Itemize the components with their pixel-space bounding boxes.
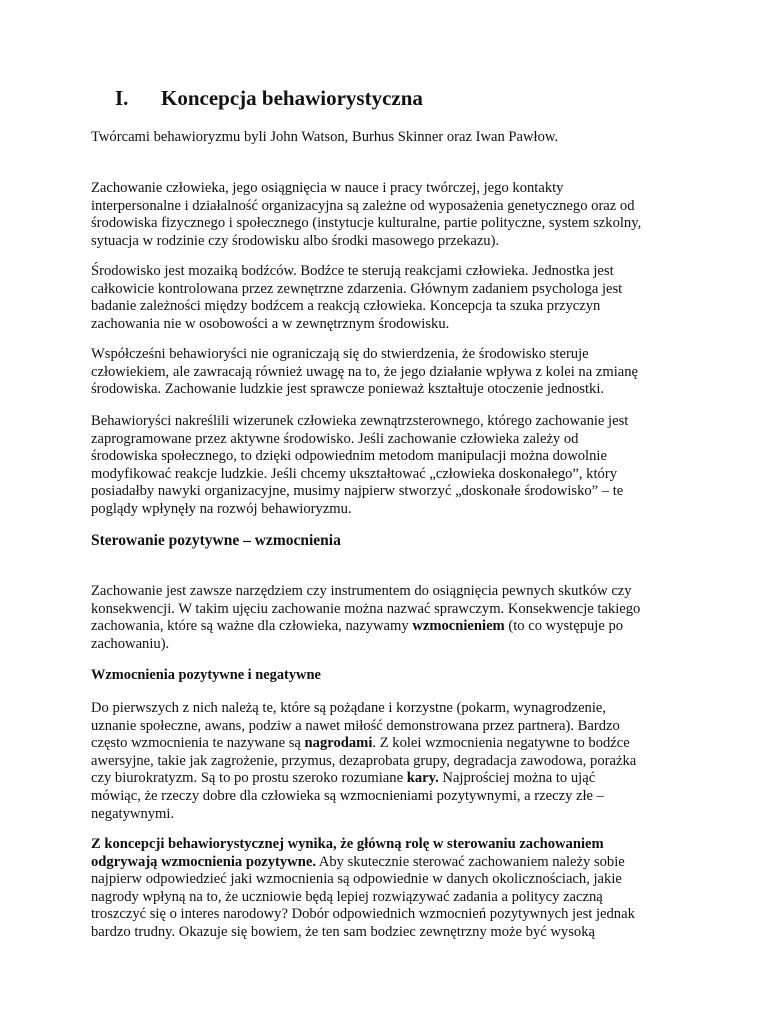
text-line: Behawioryści nakreślili wizerunek człowieka zewnątrzsterownego, którego zachowanie jest (91, 413, 629, 429)
paragraph-2 (91, 263, 691, 333)
text-line (91, 854, 691, 872)
text-line (91, 735, 691, 753)
text-line: zachowaniu). (91, 635, 170, 652)
bold-line: Z koncepcji behawiorystycznej wynika, że główną rolę w sterowaniu zachowaniem (91, 836, 604, 852)
paragraph-6 (91, 700, 691, 823)
text-line: zaprogramowane przez aktywne środowisko. Jeśli zachowanie człowieka zależy od (91, 430, 579, 447)
text-line: Współcześni behawioryści nie ograniczają się do stwierdzenia, że środowisko steruje (91, 346, 589, 362)
paragraph-1 (91, 180, 691, 250)
text-line: Środowisko jest mozaiką bodźców. Bodźce te sterują reakcjami człowieka. Jednostka jest (91, 263, 614, 279)
paragraph-5 (91, 583, 691, 653)
chapter-title: Koncepcja behawiorystyczna (161, 86, 423, 110)
text-run: często wzmocnienia te nazywane są (91, 735, 305, 752)
text-line: poglądy wpłynęły na rozwój behawioryzmu. (91, 500, 352, 517)
text-line: Do pierwszych z nich należą te, które są pożądane i korzystne (pokarm, wynagrodzenie, (91, 700, 607, 716)
paragraph-7 (91, 836, 691, 942)
bold-term: wzmocnieniem (412, 618, 505, 635)
chapter-heading (115, 86, 423, 111)
text-line: środowiska fizycznego i społecznego (instytucje kulturalne, partie polityczne, system szkolny, (91, 215, 642, 232)
chapter-number: I. (115, 86, 129, 110)
section-heading-sterowanie: Sterowanie pozytywne – wzmocnienia (91, 532, 341, 549)
subsection-heading-wzmocnienia: Wzmocnienia pozytywne i negatywne (91, 667, 321, 683)
text-line: posiadałby nawyki organizacyjne, musimy najpierw stworzyć „doskonałe środowisko” – te (91, 483, 624, 500)
text-run: czy biurokratyzm. Są to po prostu szeroko rozumiane (91, 770, 407, 787)
text-line: najpierw odpowiedzieć jaki wzmocnienia są odpowiednie w danych okolicznościach, jakie (91, 871, 622, 888)
text-line: interpersonalne i działalność organizacyjna są zależne od wyposażenia genetycznego oraz od (91, 197, 635, 214)
text-run: (to co występuje po (504, 618, 624, 635)
text-line: uznanie społeczne, awans, podziw a nawet miłość demonstrowana przez partnera). Bardzo (91, 717, 620, 734)
text-line: Twórcami behawioryzmu byli John Watson, Burhus Skinner oraz Iwan Pawłow. (91, 129, 559, 145)
text-line: awersyjne, takie jak zagrożenie, przymus, dezaprobata grupy, degradacja zawodowa, porażka (91, 752, 637, 769)
text-line: negatywnymi. (91, 805, 175, 822)
bold-term: kary. (406, 770, 439, 787)
text-run: Aby skutecznie sterować zachowaniem należy sobie (315, 853, 625, 870)
text-line: troszczyć się o interes narodowy? Dobór odpowiednich wzmocnień pozytywnych jest jednak (91, 906, 635, 923)
paragraph-3 (91, 346, 691, 399)
text-line: środowiska. Zachowanie ludzkie jest sprawcze ponieważ kształtuje otoczenie jednostki. (91, 381, 605, 398)
text-line: badanie zależności między bodźcem a reakcją człowieka. Koncepcja ta szuka przyczyn (91, 298, 601, 315)
text-run: . Z kolei wzmocnienia negatywne to bodźce (372, 735, 630, 752)
text-run: Najprościej można to ująć (438, 770, 596, 787)
bold-term: nagrodami (304, 735, 373, 752)
bold-term: odgrywają wzmocnienia pozytywne. (91, 853, 316, 870)
text-line: modyfikować reakcje ludzkie. Jeśli chcemy ukształtować „człowieka doskonałego”, który (91, 465, 617, 482)
text-line: całkowicie kontrolowana przez zewnętrzne zdarzenia. Głównym zadaniem psychologa jest (91, 280, 623, 297)
text-line (91, 770, 691, 788)
intro-paragraph (91, 129, 691, 147)
text-run: zachowania, które są ważne dla człowieka, nazywamy (91, 618, 413, 635)
text-line: nagrody wpłyną na to, że uczniowie będą lepiej rozwiązywać zadania a politycy zaczną (91, 888, 603, 905)
text-line: mówiąc, że rzeczy dobre dla człowieka są wzmocnieniami pozytywnymi, a rzeczy złe – (91, 787, 604, 804)
text-line (91, 618, 691, 636)
paragraph-4 (91, 413, 691, 519)
text-line: konsekwencji. W takim ujęciu zachowanie można nazwać sprawczym. Konsekwencje takiego (91, 600, 641, 617)
text-line: Zachowanie człowieka, jego osiągnięcia w nauce i pracy twórczej, jego kontakty (91, 180, 564, 196)
text-line: bardzo trudny. Okazuje się bowiem, że ten sam bodziec zewnętrzny może być wysoką (91, 923, 595, 940)
text-line: sytuacja w rodzinie czy środowisku albo środki masowego przekazu). (91, 232, 500, 249)
text-line: człowiekiem, ale zawracają również uwagę na to, że jego działanie wpływa z kolei na zmianę (91, 363, 638, 380)
text-line: zachowania nie w osobowości a w zewnętrznym środowisku. (91, 315, 450, 332)
text-line: środowiska społecznego, to dzięki odpowiednim metodom manipulacji można dowolnie (91, 448, 607, 465)
text-line: Zachowanie jest zawsze narzędziem czy instrumentem do osiągnięcia pewnych skutków czy (91, 583, 632, 599)
